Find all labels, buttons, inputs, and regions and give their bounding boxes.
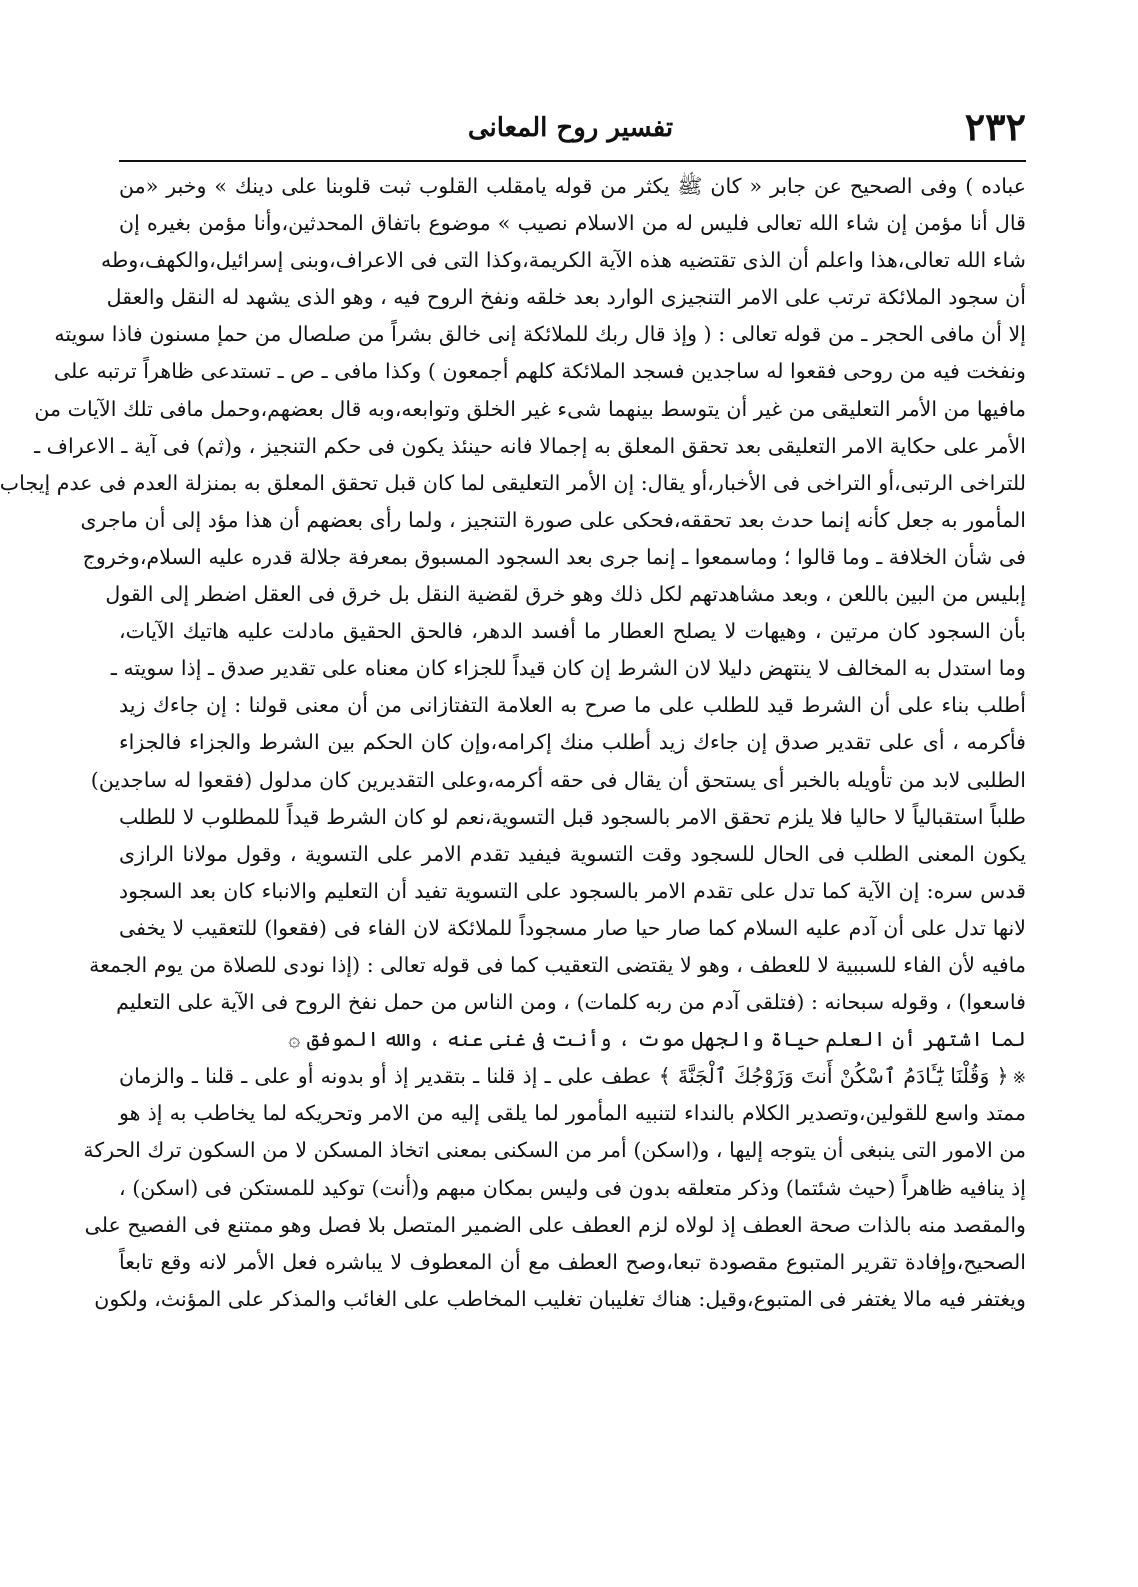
text-line: إبليس من البين باللعن ، وبعد مشاهدتهم لكل ذلك وهو خرق لقضية النقل بل خرق فى العقل اضطر إلى القول xyxy=(105,582,1026,607)
text-line: فاسعوا) ، وقوله سبحانه : (فتلقى آدم من ربه كلمات) ، ومن الناس من حمل نفخ الروح فى الآية على التعليم xyxy=(116,990,1026,1015)
text-line: إلا أن مافى الحجر ـ من قوله تعالى : ( وإذ قال ربك للملائكة إنى خالق بشراً من صلصال من حمإ مسنون فاذا سويته xyxy=(54,322,1026,347)
text-line: عباده ) وفى الصحيح عن جابر « كان ﷺ يكثر من قوله يامقلب القلوب ثبت قلوبنا على دينك » وخبر «من xyxy=(119,174,1026,198)
text-line: لما اشتهر أن العلم حياة والجهل موت ، وأنت فى غنى عنه ، والله الموفق ۞ xyxy=(288,1027,1026,1052)
page-header xyxy=(115,102,1026,156)
text-line: بأن السجود كان مرتين ، وهيهات لا يصلح العطار ما أفسد الدهر، فالحق الحقيق مادلت عليه هاتيك الآيات، xyxy=(119,619,1026,644)
text-line: قال أنا مؤمن إن شاء الله تعالى فليس له من الاسلام نصيب » موضوع باتفاق المحدثين،وأنا مؤمن بغيره إن xyxy=(119,211,1026,236)
text-line: الصحيح،وإفادة تقرير المتبوع مقصودة تبعا،وصح العطف مع أن المعطوف لا يباشره فعل الأمر لانه وقع تابعاً xyxy=(119,1249,1026,1274)
text-line: يكون المعنى الطلب فى الحال للسجود وقت التسوية فيفيد تقدم الامر على التسوية ، وقول مولانا الرازى xyxy=(119,841,1026,866)
verse-line xyxy=(119,1058,1026,1095)
verse-text: ﴿ وَقُلْنَا يَٰٓـَٔادَمُ ٱسْكُنْ أَنتَ وَزَوْجُكَ ٱلْجَنَّةَ ﴾ عطف على ـ إذ قلنا ـ بتقدير إذ أو بدونه أو على ـ قلنا ـ والزمان xyxy=(119,1064,1009,1089)
text-line: مافيها من الأمر التعليقى من غير أن يتوسط بينهما شىء غير الخلق وتوابعه،وبه قال بعضهم،وحمل مافى تلك الآيات من xyxy=(34,396,1026,421)
text-line: طلباً استقبالياً لا حاليا فلا يلزم تحقق الامر بالسجود قبل التسوية،نعم لو كان الشرط قيداً للمطلوب لا للطلب xyxy=(119,804,1026,829)
text-line: وما استدل به المخالف لا ينتهض دليلا لان الشرط إن كان قيداً للجزاء كان معناه على تقدير صدق ـ إذا سويته ـ xyxy=(110,656,1026,681)
text-line: والمقصد منه بالذات صحة العطف إذ لولاه لزم العطف على الضمير المتصل بلا فصل وهو ممتنع فى الفصيح على xyxy=(84,1212,1026,1237)
text-line: المأمور به جعل كأنه إنما حدث بعد تحققه،فحكى على صورة التنجيز ، ولما رأى بعضهم أن هذا مؤد إلى أن ماجرى xyxy=(80,507,1026,532)
text-line: ممتد واسع للقولين،وتصدير الكلام بالنداء لتنبيه المأمور لما يلقى إليه من الامر وتحريكه لما يخاطب به إذ هو xyxy=(119,1101,1026,1126)
header-rule xyxy=(119,160,1026,162)
text-line: ويغتفر فيه مالا يغتفر فى المتبوع،وقيل: هناك تغليبان تغليب المخاطب على الغائب والمذكر على المؤنث، ولكون xyxy=(94,1286,1026,1311)
text-line: لانها تدل على أن آدم عليه السلام كما صار حيا صار مسجوداً للملائكة لان الفاء فى (فقعوا) للتعقيب لا يخفى xyxy=(119,915,1026,940)
text-line: فى شأن الخلافة ـ وما قالوا ؛ وماسمعوا ـ إنما جرى بعد السجود المسبوق بمعرفة جلالة قدره عليه السلام،وخروج xyxy=(82,544,1026,569)
text-line: مافيه لأن الفاء للسببية لا للعطف ، وهو لا يقتضى التعقيب كما فى قوله تعالى : (إذا نودى للصلاة من يوم الجمعة xyxy=(89,952,1026,977)
text-line: أن سجود الملائكة ترتب على الامر التنجيزى الوارد بعد خلقه ونفخ الروح فيه ، وهو الذى يشهد له النقل والعقل xyxy=(106,285,1026,310)
section-marker: ※ xyxy=(1012,1068,1026,1088)
text-line: فأكرمه ، أى على تقدير صدق إن جاءك زيد أطلب منك إكرامه،وإن كان الحكم بين الشرط والجزاء فالجزاء xyxy=(119,730,1026,755)
page-number: ٢٣٢ xyxy=(964,104,1026,149)
text-line: من الامور التى ينبغى أن يتوجه إليها ، و(اسكن) أمر من السكنى بمعنى اتخاذ المسكن لا من السكون ترك الحركة xyxy=(83,1138,1026,1163)
text-line: إذ ينافيه ظاهراً (حيث شئتما) وذكر متعلقه بدون فى وليس بمكان مبهم و(أنت) توكيد للمستكن فى (اسكن) ، xyxy=(119,1175,1026,1200)
body-text xyxy=(0,168,1026,1318)
running-title: تفسير روح المعانى xyxy=(467,113,674,143)
text-line: أطلب بناء على أن الشرط قيد للطلب على ما صرح به العلامة التفتازانى من أن معنى قولنا : إن جاءك زيد xyxy=(119,693,1026,718)
text-line: الأمر على حكاية الامر التعليقى بعد تحقق المعلق به إجمالا فانه حينئذ يكون فى حكم التنجيز ، و(ثم) فى آية ـ الاعراف ـ xyxy=(34,433,1026,458)
text-line: قدس سره: إن الآية كما تدل على تقدم الامر بالسجود على التسوية تفيد أن التعليم والانباء كان بعد السجود xyxy=(119,878,1026,903)
text-line: شاء الله تعالى،هذا واعلم أن الذى تقتضيه هذه الآية الكريمة،وكذا التى فى الاعراف،وبنى إسرائيل،والكهف،وطه xyxy=(100,248,1026,273)
text-line: ونفخت فيه من روحى فقعوا له ساجدين فسجد الملائكة كلهم أجمعون ) وكذا مافى ـ ص ـ تستدعى ظاهراً ترتبه على xyxy=(53,359,1026,384)
text-line: للتراخى الرتبى،أو التراخى فى الأخبار،أو يقال: إن الأمر التعليقى لما كان قبل تحقق المعلق به بمنزلة العدم فى عدم إيجاب xyxy=(0,470,1026,495)
text-line: الطلبى لابد من تأويله بالخبر أى يستحق أن يقال فى حقه أكرمه،وعلى التقديرين كان مدلول (فقعوا له ساجدين) xyxy=(90,767,1026,792)
